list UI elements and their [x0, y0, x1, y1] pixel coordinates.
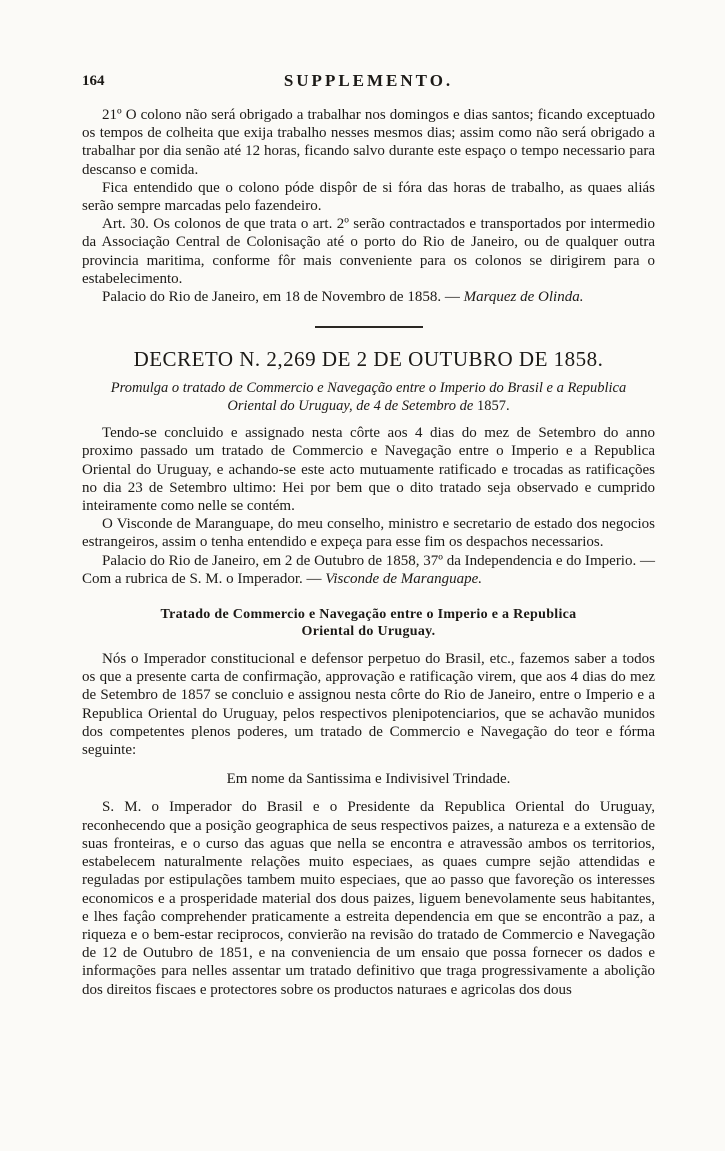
article-21-paragraph: 21º O colono não será obrigado a trabalhar nos domingos e dias santos; ficando exceptuado os tempos de colheita que exija trabalho nesses mesmos dias; assim como não será obrigado a trabalhar por dia senão até 12 horas, ficando salvo durante este espaço o tempo necessario para descanso e comida. — [82, 107, 655, 178]
decree-paragraph-1: Tendo-se concluido e assignado nesta côrte aos 4 dias do mez de Setembro do anno proximo passado um tratado de Commercio e Navegação entre o Imperio e a Republica Oriental do Uruguay, e achando-se este acto mutuamente ratificado e trocadas as ratificações no dia 23 de Setembro ultimo: Hei por bem que o dito tratado seja observado e cumprido inteiramente como nelle se contém. — [82, 425, 655, 515]
treaty-title-line-2: Oriental do Uruguay. — [301, 624, 436, 640]
section-divider — [315, 326, 423, 328]
supplement-signature — [82, 288, 655, 306]
treaty-title-line-1: Tratado de Commercio e Navegação entre o Imperio e a Republica — [160, 607, 577, 623]
decree-subtitle-text: Promulga o tratado de Commercio e Navegação entre o Imperio do Brasil e a Republica Oriental do Uruguay, de 4 de Setembro de — [110, 380, 627, 414]
decree-paragraph-2: O Visconde de Maranguape, do meu conselho, ministro e secretario de estado dos negocios estrangeiros, assim o tenha entendido e expeça para esse fim os despachos necessarios. — [82, 516, 655, 551]
page-number: 164 — [82, 73, 105, 89]
article-30-paragraph: Art. 30. Os colonos de que trata o art. 2º serão contractados e transportados por intermedio da Associação Central de Colonisação até o porto do Rio de Janeiro, ou de qualquer outra provincia maritima, conforme fôr mais conveniente para os colonos se dirigirem para o estabelecimento. — [82, 216, 655, 287]
treaty-paragraph-2: S. M. o Imperador do Brasil e o Presidente da Republica Oriental do Uruguay, reconhecendo que a posição geographica de seus respectivos paizes, a natureza e a extensão de suas fronteiras, e o curso das aguas que nella se encontra e atravessão ambos os territorios, estabelecem naturalmente relações muito especiaes, as quaes cumpre sejão attendidas e reguladas por estipulações tambem muito especiaes, que ao passo que favoreção os interesses economicos e a prosperidade material dos dous paizes, liguem benevolamente seus habitantes, e lhes façâo comprehender praticamente a estreita dependencia em que se encontrão a paz, a riqueza e o bem-estar reciprocos, convierão na revisão do tratado de Commercio e Navegação de 12 de Outubro de 1851, e na conveniencia de um ensaio que possa fornecer os dados e informações para nelles assentar um tratado definitivo que traga progressivamente a abolição dos direitos fiscaes e protectores sobre os productos naturaes e agricolas dos dous — [82, 799, 655, 998]
free-time-paragraph: Fica entendido que o colono póde dispôr de si fóra das horas de trabalho, as quaes aliás serão sempre marcadas pelo fazendeiro. — [82, 179, 655, 215]
signature-place-date: Palacio do Rio de Janeiro, em 18 de Novembro de 1858. — — [102, 289, 464, 306]
decree-signature — [82, 552, 655, 588]
decree-subtitle-year: 1857. — [476, 397, 510, 414]
treaty-paragraph-1: Nós o Imperador constitucional e defensor perpetuo do Brasil, etc., fazemos saber a todos os que a presente carta de confirmação, approvação e ratificação virem, que aos 4 dias do mez de Setembro de 1857 se concluio e assignou nesta côrte do Rio de Janeiro, entre o Imperio e a Republica Oriental do Uruguay, pelos respectivos plenipotenciarios, que se achavão munidos dos competentes plenos poderes, um tratado de Commercio e Navegação do teor e fórma seguinte: — [82, 651, 655, 759]
decree-signature-text: Palacio do Rio de Janeiro, em 2 de Outubro de 1858, 37º da Independencia e do Imperio. — Com a rubrica de S. M. o Imperador. — — [82, 552, 655, 587]
treaty-title — [82, 606, 655, 640]
decree-subtitle — [82, 380, 655, 415]
decree-signature-signer: Visconde de Maranguape. — [325, 570, 483, 587]
treaty-invocation: Em nome da Santissima e Indivisivel Trindade. — [226, 771, 511, 788]
running-head — [82, 72, 655, 92]
page-body — [82, 106, 655, 999]
signature-signer: Marquez de Olinda. — [463, 289, 584, 306]
running-title: SUPPLEMENTO. — [283, 71, 454, 90]
decree-title: DECRETO N. 2,269 DE 2 DE OUTUBRO DE 1858. — [133, 347, 604, 372]
